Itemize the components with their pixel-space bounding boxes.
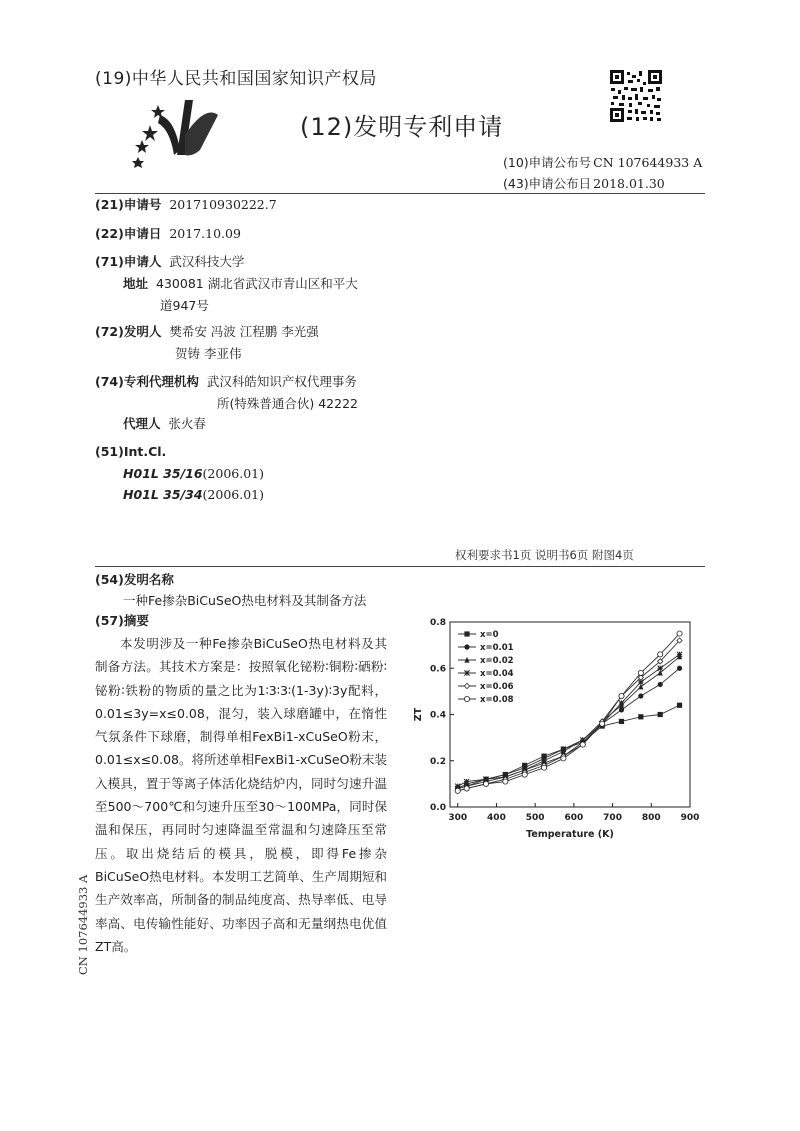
- side-publication-number: CN 107644933 A: [76, 874, 90, 975]
- data-point: [677, 631, 682, 636]
- data-point: [600, 721, 605, 726]
- patent-agency-line-2: 所(特殊普通合伙) 42222: [217, 396, 358, 411]
- legend-marker: [464, 644, 469, 649]
- data-point: [638, 693, 643, 698]
- patent-agency: [95, 374, 357, 390]
- abstract-text: 本发明涉及一种Fe掺杂BiCuSeO热电材料及其制备方法。其技术方案是：按照氧化铋粉∶铜粉∶硒粉∶铋粉∶铁粉的物质的量之比为1∶3∶3∶(1-3y)∶3y配料，0.01≤3y=x≤0.08，混匀，装入球磨罐中，在惰性气氛条件下球磨，制得单相FexBi1-xCuSeO粉末，0.01≤x≤0.08。将所述单相FexBi1-xCuSeO粉末装入模具，置于等离子体活化烧结炉内，同时匀速升温至500～700℃和匀速升压至30～100MPa，同时保温和保压，再同时匀速降温至常温和匀速降压至常压。取出烧结后的模具，脱模，即得Fe掺杂BiCuSeO热电材料。本发明工艺简单、生产周期短和生产效率高，所制备的制品纯度高、热导率低、电导率高、电传输性能好、功率因子高和无量纲热电优值ZT高。: [95, 636, 387, 954]
- data-point: [464, 786, 469, 791]
- data-point: [677, 703, 682, 708]
- legend-marker: [464, 670, 469, 675]
- inventors-line-2: 贺铸 李亚伟: [175, 346, 242, 361]
- int-cl-label: (51)Int.Cl.: [95, 444, 167, 459]
- data-point: [561, 747, 566, 752]
- document-type: (12)发明专利申请: [300, 113, 504, 141]
- x-tick-label: 600: [564, 813, 584, 823]
- legend-label: x=0.04: [480, 669, 514, 679]
- data-point: [522, 772, 527, 777]
- data-point: [658, 712, 663, 717]
- data-point: [464, 779, 469, 784]
- ipc-version-2: (2006.01): [202, 487, 264, 502]
- publication-number: [503, 153, 702, 171]
- header-divider: [95, 193, 705, 194]
- data-point: [580, 742, 585, 747]
- publication-date-label: (43)申请公布日: [503, 176, 592, 191]
- applicant: [95, 254, 244, 270]
- data-point: [619, 719, 624, 724]
- data-point: [619, 707, 624, 712]
- address-line-1: 430081 湖北省武汉市青山区和平大: [156, 276, 358, 291]
- application-date-value: 2017.10.09: [169, 226, 241, 241]
- legend-label: x=0.01: [480, 643, 514, 653]
- y-axis-label: ZT: [413, 707, 424, 722]
- data-point: [455, 788, 460, 793]
- legend-marker: [464, 631, 469, 636]
- legend-label: x=0.08: [480, 695, 514, 705]
- y-tick-label: 0.0: [430, 803, 446, 813]
- data-point: [658, 652, 663, 657]
- stars-icon: [132, 105, 165, 168]
- data-point: [638, 670, 643, 675]
- office-name: (19)中华人民共和国国家知识产权局: [95, 69, 377, 89]
- biblio-divider: [95, 566, 705, 567]
- invention-title: 一种Fe掺杂BiCuSeO热电材料及其制备方法: [123, 593, 367, 608]
- x-tick-label: 400: [487, 813, 506, 823]
- legend-label: x=0.06: [480, 682, 514, 692]
- y-tick-label: 0.8: [430, 618, 446, 628]
- y-tick-label: 0.4: [430, 710, 446, 721]
- ipc-code-1: H01L 35/16: [123, 466, 203, 481]
- data-point: [541, 765, 546, 770]
- data-point: [658, 666, 663, 671]
- legend-marker: [464, 696, 469, 701]
- data-point: [638, 714, 643, 719]
- application-date-label: (22)申请日: [95, 226, 162, 241]
- legend-label: x=0: [480, 630, 499, 640]
- x-tick-label: 700: [603, 813, 622, 823]
- cnipa-logo: [130, 95, 220, 175]
- data-point: [619, 693, 624, 698]
- patent-agency-label: (74)专利代理机构: [95, 374, 199, 389]
- publication-number-label: (10)申请公布号: [503, 155, 592, 170]
- abstract-label-text: (57)摘要: [95, 613, 149, 628]
- y-tick-label: 0.6: [430, 664, 446, 675]
- agent-label: 代理人: [123, 416, 161, 431]
- publication-number-value: CN 107644933 A: [593, 155, 703, 170]
- publication-date-value: 2018.01.30: [593, 176, 665, 191]
- x-axis-label: Temperature (K): [526, 829, 614, 840]
- page-count-info: 权利要求书1页 说明书6页 附图4页: [455, 548, 634, 562]
- abstract-label: [95, 613, 149, 629]
- application-number-value: 201710930222.7: [169, 197, 277, 212]
- qr-code-icon: [610, 70, 662, 122]
- data-point: [677, 652, 682, 657]
- data-point: [658, 682, 663, 687]
- address-label: 地址: [123, 276, 149, 291]
- y-tick-label: 0.2: [430, 756, 446, 767]
- data-point: [483, 781, 488, 786]
- data-point: [619, 700, 624, 705]
- agent-value: 张火春: [168, 416, 207, 431]
- publication-date: [503, 174, 665, 192]
- legend-label: x=0.02: [480, 656, 514, 666]
- invention-title-label-text: (54)发明名称: [95, 572, 174, 587]
- address: [123, 276, 358, 292]
- x-tick-label: 300: [448, 813, 468, 823]
- legend-marker: [464, 683, 469, 688]
- int-cl: [95, 444, 166, 460]
- ipc-classification-1: [123, 466, 264, 482]
- x-tick-label: 500: [525, 813, 545, 823]
- inventors: [95, 324, 319, 340]
- data-point: [541, 756, 546, 761]
- ipc-version-1: (2006.01): [202, 466, 264, 481]
- ipc-classification-2: [123, 487, 264, 503]
- invention-title-label: [95, 572, 174, 588]
- abstract-body: [95, 632, 387, 958]
- zt-chart: [405, 610, 705, 850]
- patent-agency-line-1: 武汉科皓知识产权代理事务: [206, 374, 357, 389]
- inventors-line-1: 樊希安 冯波 江程鹏 李光强: [169, 324, 319, 339]
- application-number-label: (21)申请号: [95, 197, 162, 212]
- inventors-label: (72)发明人: [95, 324, 162, 339]
- applicant-label: (71)申请人: [95, 254, 162, 269]
- data-point: [503, 779, 508, 784]
- application-number: [95, 197, 277, 213]
- ipc-code-2: H01L 35/34: [123, 487, 203, 502]
- x-tick-label: 800: [641, 813, 661, 823]
- data-point: [561, 756, 566, 761]
- applicant-value: 武汉科技大学: [169, 254, 245, 269]
- x-tick-label: 900: [680, 813, 700, 823]
- address-line-2: 道947号: [160, 298, 209, 313]
- data-point: [677, 666, 682, 671]
- application-date: [95, 226, 241, 242]
- agent: [123, 416, 206, 432]
